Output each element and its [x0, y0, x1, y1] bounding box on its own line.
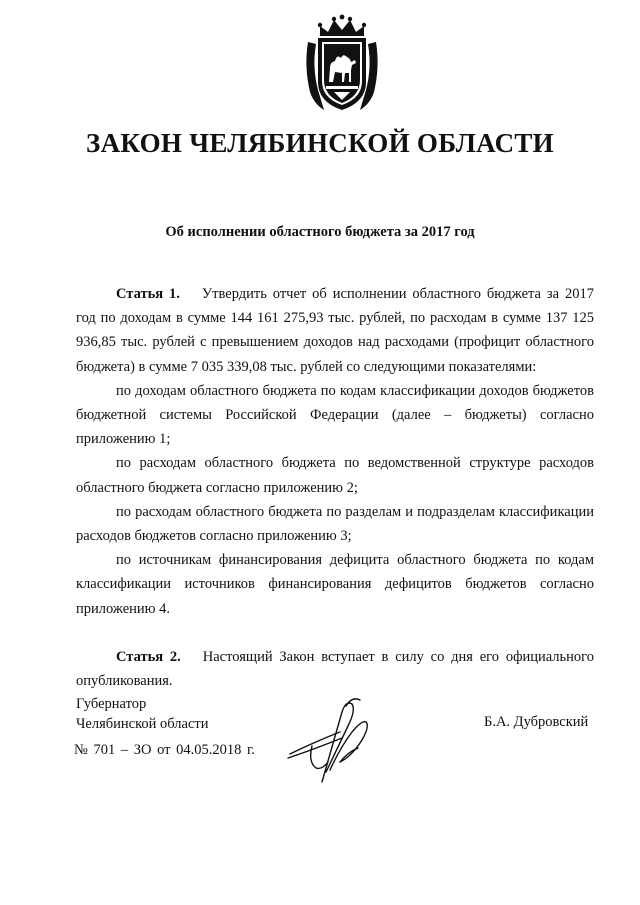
document-subtitle: Об исполнении областного бюджета за 2017 год [165, 224, 475, 240]
governor-position-line-2: Челябинской области [76, 716, 209, 732]
article-1-item: по расходам областного бюджета по разделам и подразделам классификации расходов бюджетов согласно приложению 3; [76, 503, 594, 545]
governor-name: Б.А. Дубровский [484, 714, 589, 730]
signature-icon [282, 692, 378, 790]
governor-position-line-1: Губернатор [76, 696, 147, 712]
article-1-paragraph [76, 282, 594, 379]
article-2-text: Настоящий Закон вступает в силу со дня его официального опубликования. [76, 648, 594, 690]
coat-of-arms-icon [304, 12, 380, 116]
document-title: ЗАКОН ЧЕЛЯБИНСКОЙ ОБЛАСТИ [86, 128, 554, 158]
article-1-label: Статья 1. [116, 286, 180, 302]
governor-position [76, 694, 209, 734]
article-2-label: Статья 2. [116, 648, 181, 665]
article-1-item: по источникам финансирования дефицита областного бюджета по кодам классификации источников финансирования дефицитов бюджетов согласно приложению 4. [76, 552, 594, 617]
article-1-item: по расходам областного бюджета по ведомственной структуре расходов областного бюджета согласно приложению 2; [76, 455, 594, 496]
article-1-intro: Утвердить отчет об исполнении областного бюджета за 2017 год по доходам в сумме 144 161 275,93 тыс. рублей, по расходам в сумме 137 125 936,85 тыс. рублей с превышением доходов над расходами (профицит областного бюджета) в сумме 7 035 339,08 тыс. рублей со следующими показателями: [76, 286, 594, 375]
article-2-paragraph [76, 645, 594, 693]
law-body [76, 282, 594, 693]
article-1-item: по доходам областного бюджета по кодам классификации доходов бюджетов бюджетной системы Российской Федерации (далее – бюджеты) согласно приложению 1; [76, 382, 594, 448]
law-number: № 701 – ЗО от 04.05.2018 г. [74, 742, 255, 758]
